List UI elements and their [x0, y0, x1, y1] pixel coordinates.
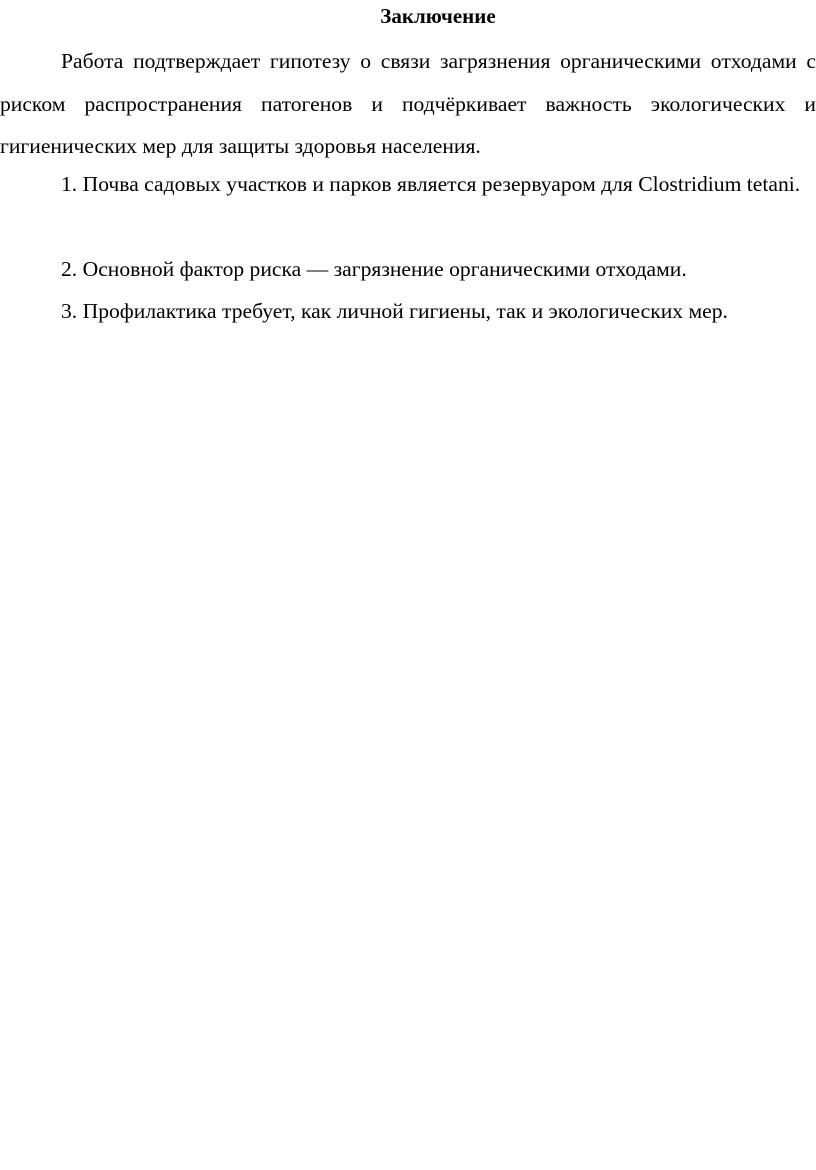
- intro-paragraph: Работа подтверждает гипотезу о связи загрязнения органическими отходами с риском распространения патогенов и подчёркивает важность экологических и гигиенических мер для защиты здоровья населения.: [0, 49, 816, 158]
- page-title: Заключение: [380, 4, 496, 28]
- conclusion-item-1: 1. Почва садовых участков и парков является резервуаром для Clostridium tetani.: [61, 172, 801, 196]
- conclusion-item-3: 3. Профилактика требует, как личной гигиены, так и экологических мер.: [61, 299, 728, 323]
- conclusion-item-2: 2. Основной фактор риска — загрязнение органическими отходами.: [61, 257, 687, 281]
